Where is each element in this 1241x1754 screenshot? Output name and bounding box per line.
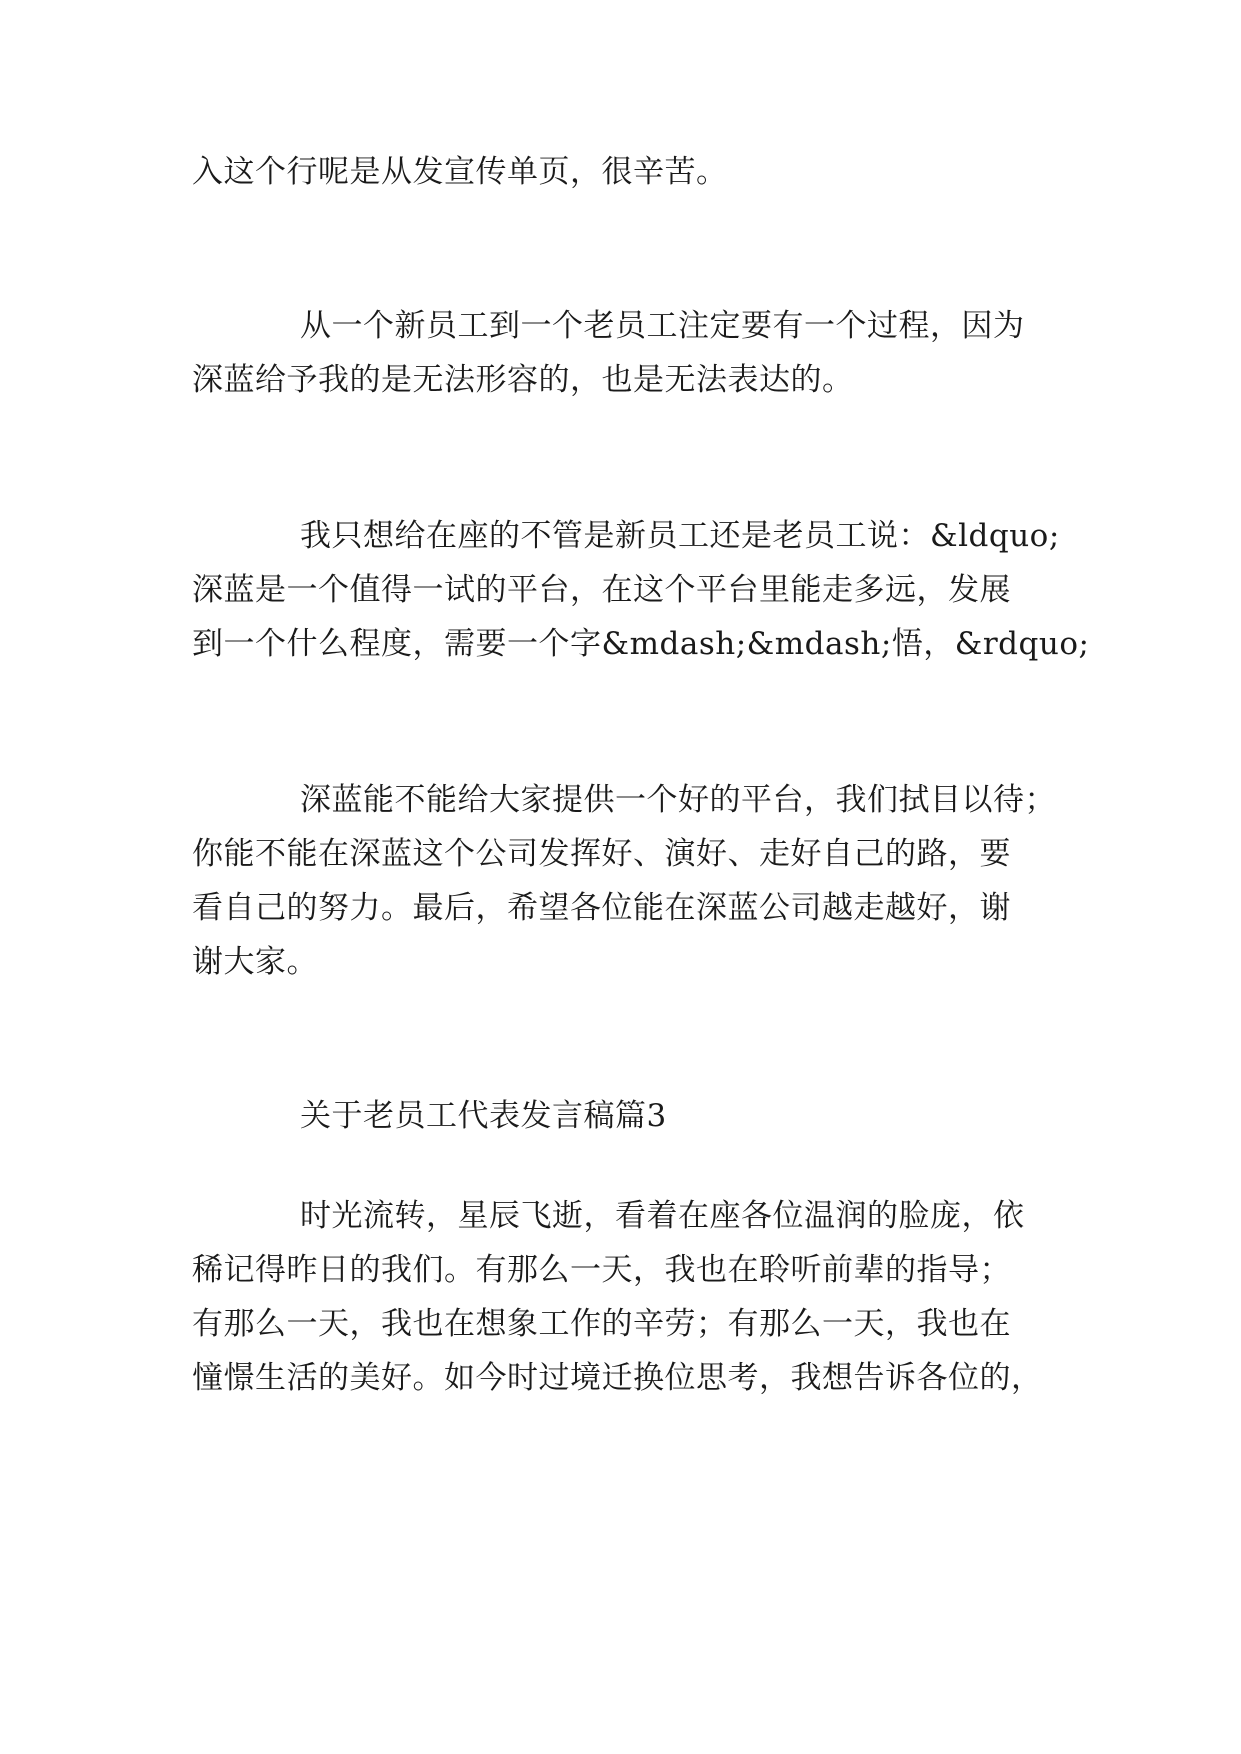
paragraph-1-line-1: 入这个行呢是从发宣传单页，很辛苦。 xyxy=(192,154,728,190)
paragraph-4-line-1: 深蓝能不能给大家提供一个好的平台，我们拭目以待； xyxy=(300,782,1056,818)
paragraph-5-line-4: 憧憬生活的美好。如今时过境迁换位思考，我想告诉各位的， xyxy=(192,1360,1043,1396)
paragraph-5-line-3: 有那么一天，我也在想象工作的辛劳；有那么一天，我也在 xyxy=(192,1306,1011,1342)
paragraph-4-line-2: 你能不能在深蓝这个公司发挥好、演好、走好自己的路，要 xyxy=(192,836,1011,872)
paragraph-3-line-3: 到一个什么程度，需要一个字&mdash;&mdash;悟，&rdquo; xyxy=(192,626,1090,662)
paragraph-5-line-1: 时光流转，星辰飞逝，看着在座各位温润的脸庞，依 xyxy=(300,1198,1025,1234)
paragraph-3-line-1: 我只想给在座的不管是新员工还是老员工说：&ldquo; xyxy=(300,518,1060,554)
paragraph-4-line-3: 看自己的努力。最后，希望各位能在深蓝公司越走越好，谢 xyxy=(192,890,1011,926)
paragraph-2-line-1: 从一个新员工到一个老员工注定要有一个过程，因为 xyxy=(300,308,1025,344)
section-heading: 关于老员工代表发言稿篇3 xyxy=(300,1098,667,1134)
paragraph-2-line-2: 深蓝给予我的是无法形容的，也是无法表达的。 xyxy=(192,362,854,398)
paragraph-5-line-2: 稀记得昨日的我们。有那么一天，我也在聆听前辈的指导； xyxy=(192,1252,1011,1288)
paragraph-3-line-2: 深蓝是一个值得一试的平台，在这个平台里能走多远，发展 xyxy=(192,572,1011,608)
paragraph-4-line-4: 谢大家。 xyxy=(192,944,318,980)
